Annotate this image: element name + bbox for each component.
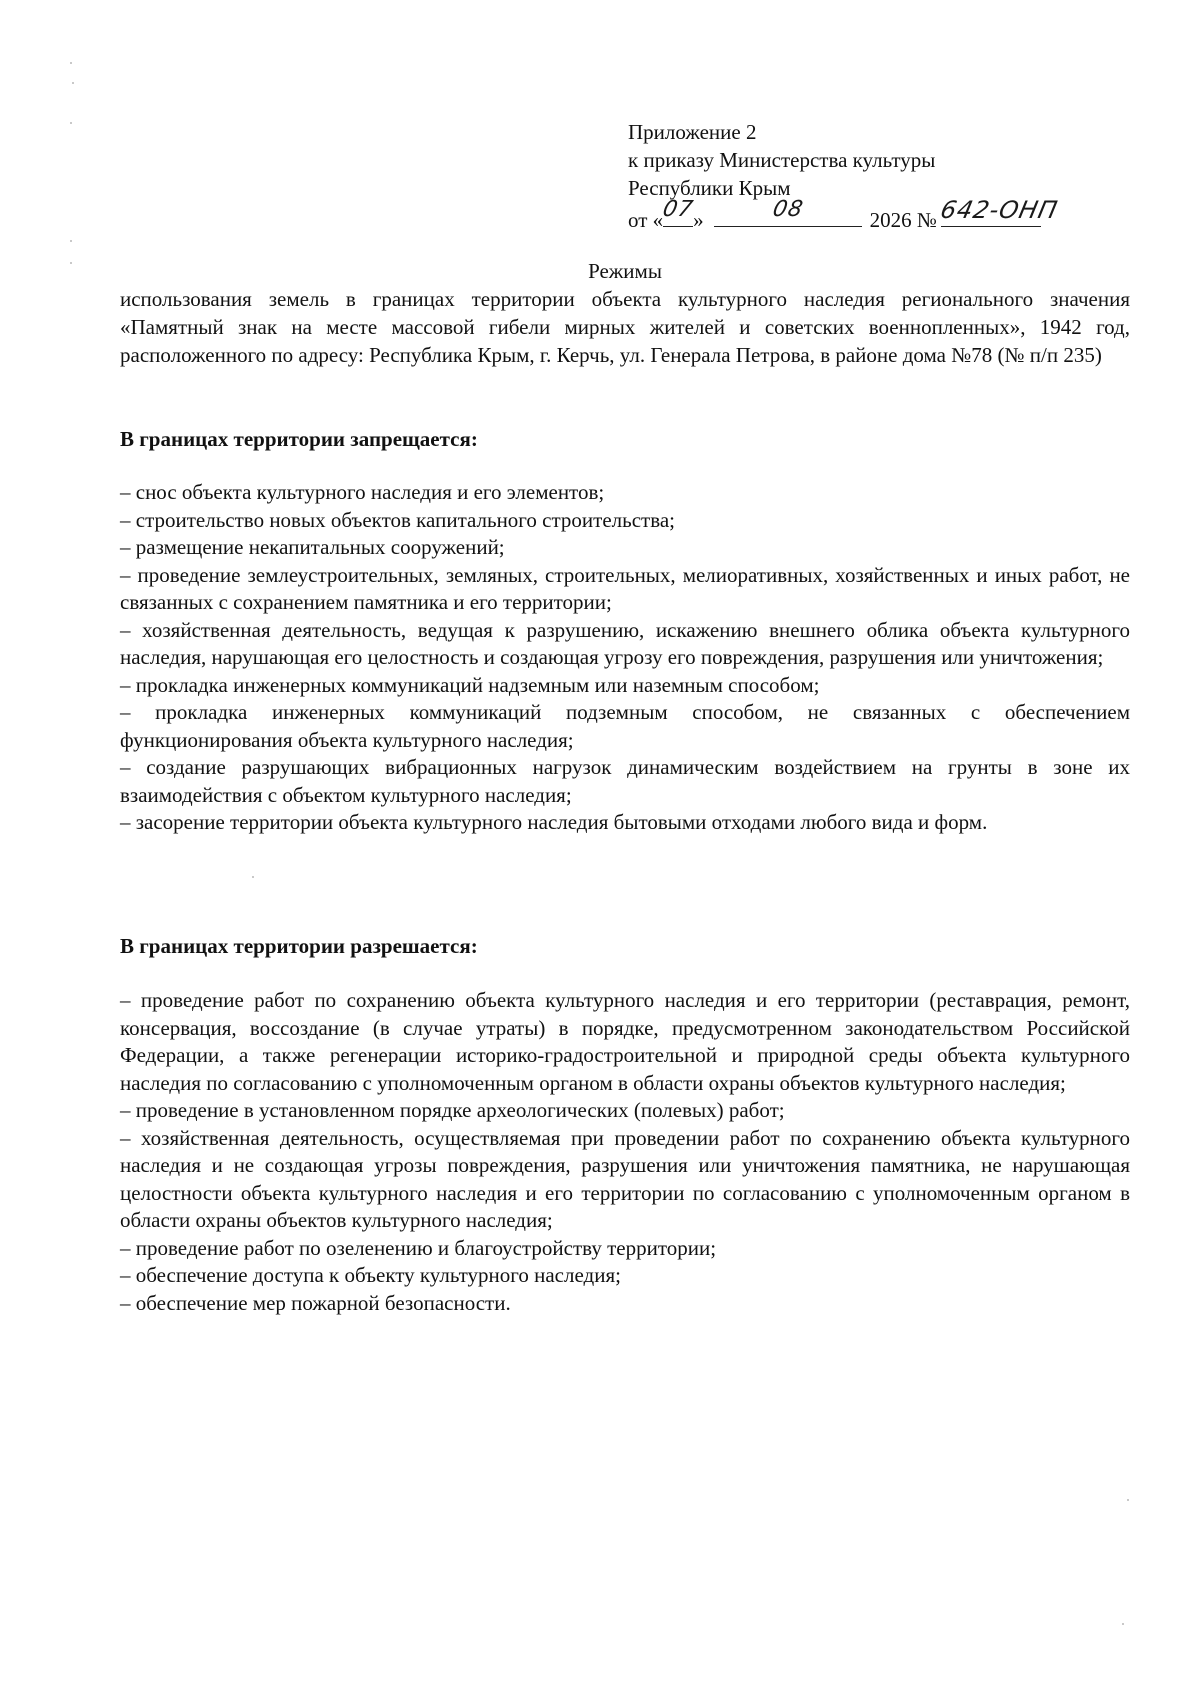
scan-speck <box>70 62 72 64</box>
month-handwritten: 08 <box>770 197 806 222</box>
appendix-line-3: Республики Крым <box>628 176 791 200</box>
prohibited-list <box>120 479 1130 837</box>
scan-speck <box>70 240 72 242</box>
scan-speck <box>1122 1623 1124 1625</box>
appendix-line-2: к приказу Министерства культуры <box>628 148 936 172</box>
list-item: – строительство новых объектов капитального строительства; <box>120 507 675 532</box>
scan-speck <box>70 262 72 264</box>
list-item: – обеспечение мер пожарной безопасности. <box>120 1290 511 1315</box>
list-item: – хозяйственная деятельность, осуществляемая при проведении работ по сохранению объекта культурного наследия и не создающая угрозы повреждения, разрушения или уничтожения памятника, не нарушающая целостности объекта культурного наследия и его территории по согласованию с уполномоченным органом в области охраны объектов культурного наследия; <box>120 1125 1130 1232</box>
list-item: – размещение некапитальных сооружений; <box>120 535 505 559</box>
list-item: – засорение территории объекта культурного наследия бытовыми отходами любого вида и форм. <box>120 810 988 834</box>
allowed-list <box>120 987 1130 1317</box>
appendix-line-1: Приложение 2 <box>628 120 757 144</box>
document-subtitle: использования земель в границах территории объекта культурного наследия регионального значения «Памятный знак на месте массовой гибели мирных жителей и советских военнопленных», 1942 год, расположенного по адресу: Республика Крым, г. Керчь, ул. Генерала Петрова, в районе дома №78 (№ п/п 235) <box>120 287 1130 367</box>
day-handwritten: 07 <box>660 197 696 222</box>
scan-speck <box>70 122 72 124</box>
scan-speck <box>72 82 74 84</box>
allowed-heading: В границах территории разрешается: <box>120 934 478 958</box>
number-handwritten: 642-ОНП <box>937 196 1061 224</box>
list-item: – обеспечение доступа к объекту культурного наследия; <box>120 1263 621 1287</box>
appendix-header <box>628 118 1098 232</box>
appendix-date-line <box>628 196 1098 232</box>
date-mid: » <box>693 208 704 232</box>
list-item: – хозяйственная деятельность, ведущая к разрушению, искажению внешнего облика объекта культурного наследия, нарушающая его целостность и создающая угрозу его повреждения, разрушения или уничтожения; <box>120 617 1130 669</box>
prohibited-heading: В границах территории запрещается: <box>120 427 478 451</box>
list-item: – проведение работ по озеленению и благоустройству территории; <box>120 1235 717 1260</box>
list-item: – проведение в установленном порядке археологических (полевых) работ; <box>120 1098 785 1122</box>
list-item: – проведение землеустроительных, земляных, строительных, мелиоративных, хозяйственных и иных работ, не связанных с сохранением памятника и его территории; <box>120 562 1130 614</box>
scan-speck <box>252 876 254 878</box>
document-title: Режимы <box>588 259 662 283</box>
list-item: – прокладка инженерных коммуникаций надземным или наземным способом; <box>120 672 820 697</box>
list-item: – прокладка инженерных коммуникаций подземным способом, не связанных с обеспечением функционирования объекта культурного наследия; <box>120 700 1130 752</box>
list-item: – проведение работ по сохранению объекта культурного наследия и его территории (реставрация, ремонт, консервация, воссоздание (в случае утраты) в порядке, предусмотренном законодательством Российской Федерации, а также регенерации историко-градостроительной и природной среды объекта культурного наследия по согласованию с уполномоченным органом в области охраны объектов культурного наследия; <box>120 988 1130 1095</box>
date-prefix: от « <box>628 208 664 232</box>
scan-speck <box>1127 1499 1129 1501</box>
year-label: 2026 № <box>869 208 937 232</box>
day-field <box>660 197 696 227</box>
list-item: – снос объекта культурного наследия и его элементов; <box>120 480 605 504</box>
number-field <box>937 196 1061 227</box>
month-field <box>714 197 862 227</box>
list-item: – создание разрушающих вибрационных нагрузок динамическим воздействием на грунты в зоне их взаимодействия с объектом культурного наследия; <box>120 755 1130 807</box>
